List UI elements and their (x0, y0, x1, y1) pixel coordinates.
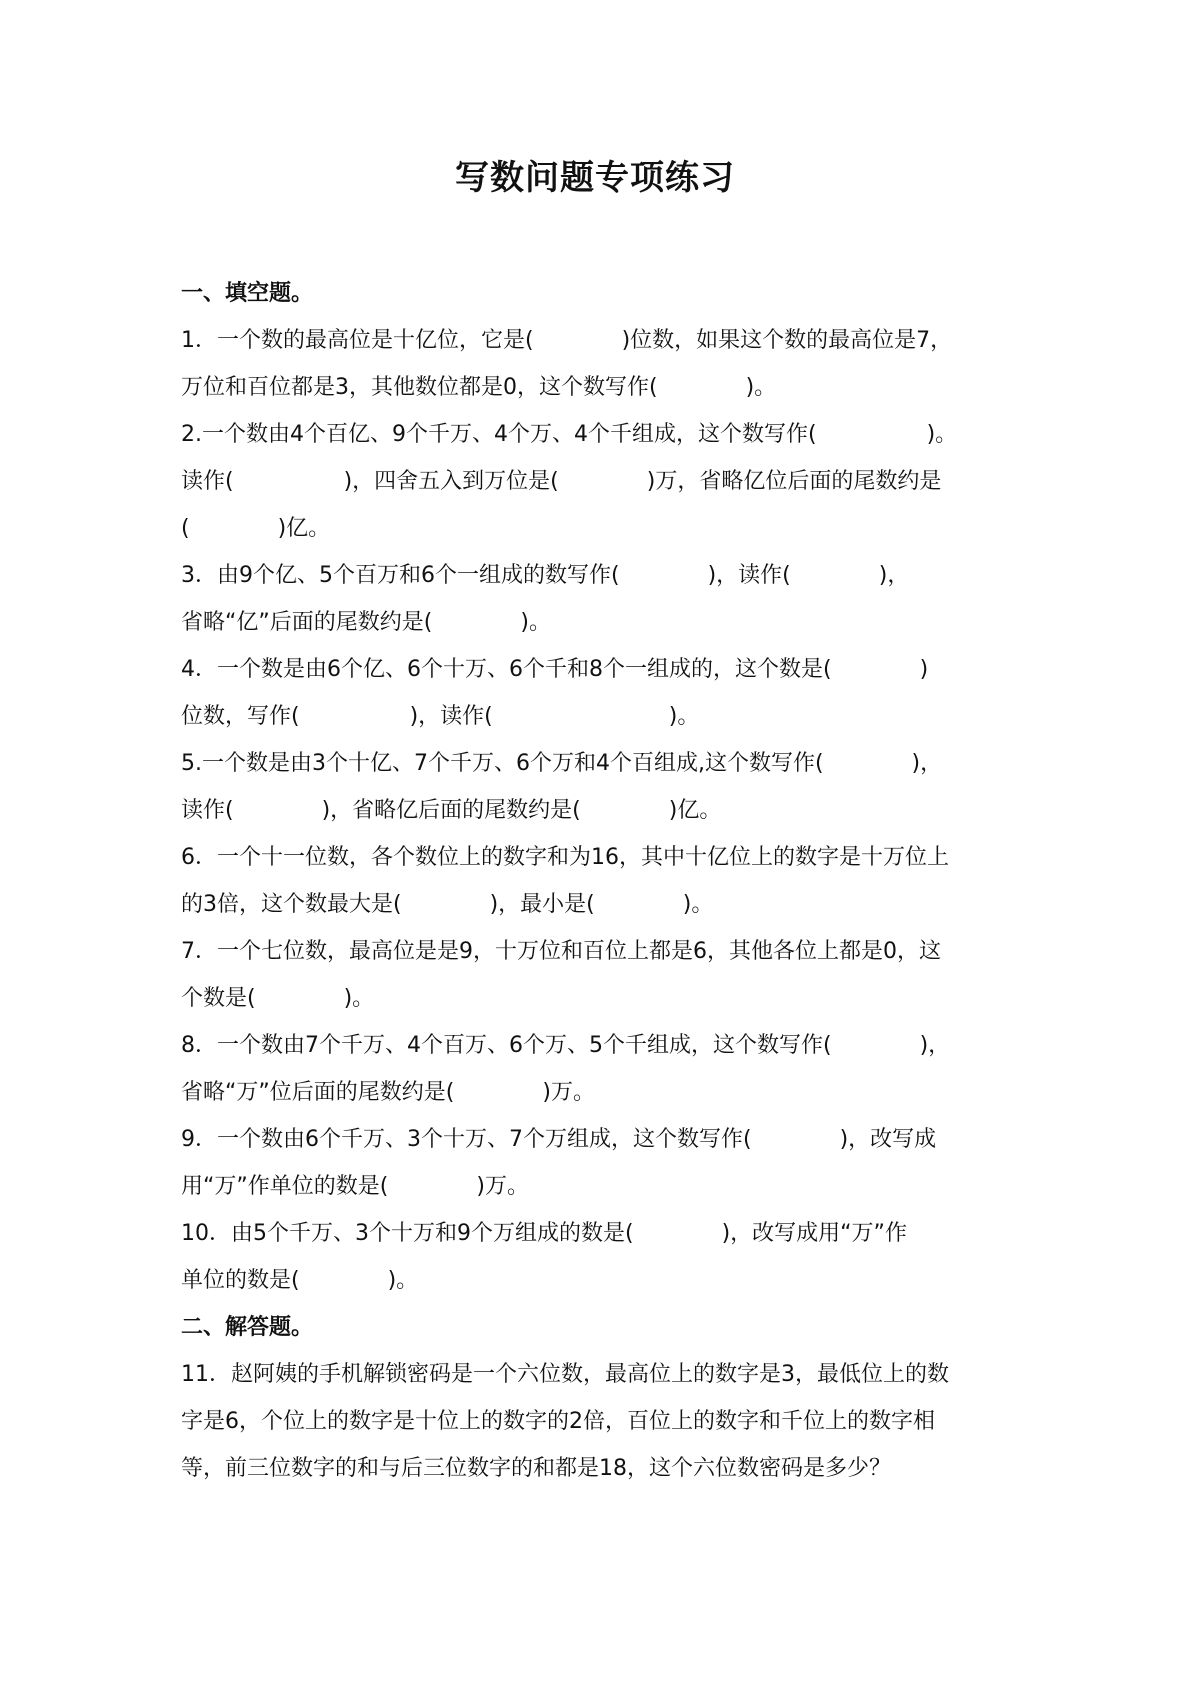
question-line: 万位和百位都是3，其他数位都是0，这个数写作( )。 (181, 375, 777, 400)
question-line: 8．一个数由7个千万、4个百万、6个万、5个千组成，这个数写作( )， (181, 1033, 951, 1058)
question-line: 5.一个数是由3个十亿、7个千万、6个万和4个百组成,这个数写作( )， (181, 751, 943, 776)
question-line: 个数是( )。 (181, 986, 375, 1011)
question-line: 用“万”作单位的数是( )万。 (181, 1174, 529, 1199)
question (181, 740, 1011, 834)
question (181, 411, 1011, 552)
question-line: 10．由5个千万、3个十万和9个万组成的数是( )，改写成用“万”作 (181, 1221, 907, 1246)
question-line: ( )亿。 (181, 516, 331, 541)
question-line: 9．一个数由6个千万、3个十万、7个万组成，这个数写作( )，改写成 (181, 1127, 937, 1152)
question (181, 1210, 1011, 1304)
question-line: 等，前三位数字的和与后三位数字的和都是18，这个六位数密码是多少？ (181, 1456, 891, 1481)
question-line: 2.一个数由4个百亿、9个千万、4个万、4个千组成，这个数写作( )。 (181, 422, 958, 447)
question (181, 834, 1011, 928)
page-title: 写数问题专项练习 (455, 158, 735, 198)
section-heading: 二、解答题。 (181, 1315, 314, 1340)
question-line: 字是6，个位上的数字是十位上的数字的2倍，百位上的数字和千位上的数字相 (181, 1409, 935, 1434)
question-line: 4．一个数是由6个亿、6个十万、6个千和8个一组成的，这个数是( ) (181, 657, 929, 682)
section-heading: 一、填空题。 (181, 281, 314, 306)
question-line: 省略“亿”后面的尾数约是( )。 (181, 610, 551, 635)
question-line: 1．一个数的最高位是十亿位，它是( )位数，如果这个数的最高位是7， (181, 328, 953, 353)
question-line: 位数，写作( )，读作( )。 (181, 704, 700, 729)
question-line: 省略“万”位后面的尾数约是( )万。 (181, 1080, 595, 1105)
question-line: 单位的数是( )。 (181, 1268, 419, 1293)
question-line: 读作( )，省略亿后面的尾数约是( )亿。 (181, 798, 722, 823)
question-line: 7．一个七位数，最高位是是9，十万位和百位上都是6，其他各位上都是0，这 (181, 939, 941, 964)
question (181, 1351, 1011, 1492)
question-line: 读作( )，四舍五入到万位是( )万，省略亿位后面的尾数约是 (181, 469, 942, 494)
question (181, 1022, 1011, 1116)
question (181, 1116, 1011, 1210)
question-line: 的3倍，这个数最大是( )，最小是( )。 (181, 892, 714, 917)
question (181, 646, 1011, 740)
question-line: 3．由9个亿、5个百万和6个一组成的数写作( )，读作( )， (181, 563, 910, 588)
question-line: 6．一个十一位数，各个数位上的数字和为16，其中十亿位上的数字是十万位上 (181, 845, 949, 870)
content (181, 270, 1011, 1492)
question (181, 928, 1011, 1022)
question (181, 552, 1011, 646)
question (181, 317, 1011, 411)
question-line: 11．赵阿姨的手机解锁密码是一个六位数，最高位上的数字是3，最低位上的数 (181, 1362, 949, 1387)
